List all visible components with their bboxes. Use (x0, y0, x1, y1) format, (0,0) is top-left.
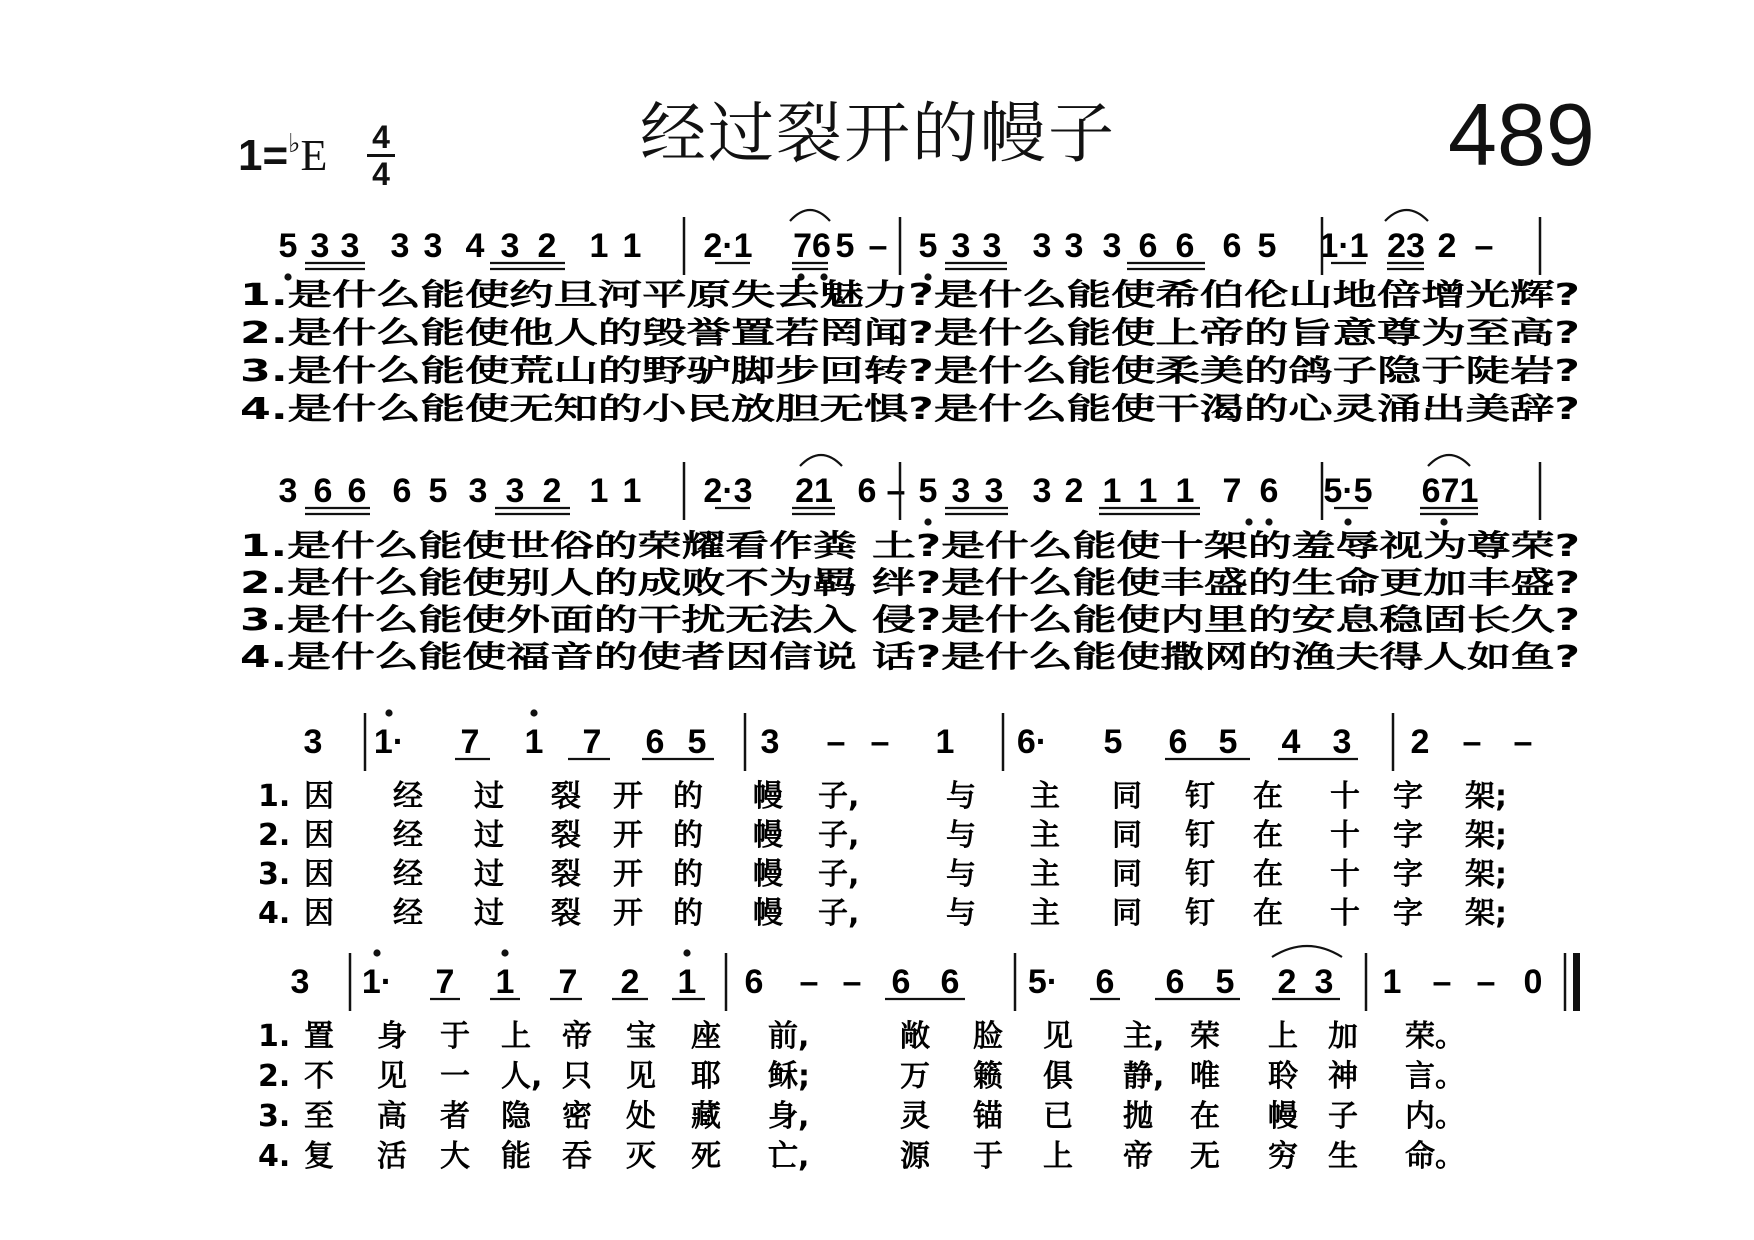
lyric-syllable: 3. (258, 857, 291, 892)
lyric-syllable: 开 (613, 818, 643, 853)
lyric-syllable: 于 (440, 1019, 470, 1054)
lyric-syllable: 者 (440, 1099, 470, 1134)
note: 3 (982, 227, 1002, 265)
lyric-syllable: 与 (946, 779, 976, 814)
note: 5 (278, 227, 298, 265)
note: 3 (310, 227, 330, 265)
note: 5 (1215, 963, 1235, 1001)
note: 6 (891, 963, 911, 1001)
lyric-syllable: 主 (1030, 818, 1060, 853)
lyric-syllable: 主 (1030, 779, 1060, 814)
lyric-syllable: 于 (973, 1139, 1003, 1174)
lyric-syllable: 高 (377, 1099, 407, 1134)
lyric-syllable: 荣 (1190, 1019, 1220, 1054)
lyric-syllable: 钉 (1185, 857, 1215, 892)
lyric-syllable: 子, (818, 896, 860, 931)
note: 3 (951, 472, 971, 510)
note: 6 (1165, 963, 1185, 1001)
note: 1· (361, 963, 393, 1001)
note: 4 (1281, 723, 1301, 761)
note: 2 (537, 227, 557, 265)
lyric-syllable: 的 (673, 818, 703, 853)
note: – (799, 963, 819, 1001)
lyric-syllable: 字 (1393, 779, 1423, 814)
lyric-syllable: 字 (1393, 896, 1423, 931)
note: 6 (347, 472, 367, 510)
lyric-syllable: 主 (1030, 896, 1060, 931)
note: – (886, 472, 906, 510)
lyric-line: 4.是什么能使无知的小民放胆无惧?是什么能使干渴的心灵涌出美辞? (240, 392, 1580, 427)
note: 7 (460, 723, 480, 761)
note: 5 (1257, 227, 1277, 265)
note: 76 (793, 227, 831, 265)
note: 5 (1218, 723, 1238, 761)
note: – (1476, 963, 1496, 1001)
lyric-syllable: 帝 (1123, 1139, 1153, 1174)
lyric-syllable: 见 (377, 1059, 407, 1094)
lyric-syllable: 主, (1123, 1019, 1165, 1054)
note: 21 (795, 472, 833, 510)
lyric-syllable: 十 (1330, 818, 1360, 853)
lyric-syllable: 锚 (973, 1099, 1003, 1134)
lyric-syllable: 的 (673, 857, 703, 892)
lyric-syllable: 同 (1112, 857, 1142, 892)
note: 1 (622, 472, 642, 510)
lyric-syllable: 处 (626, 1099, 656, 1134)
lyric-syllable: 见 (1043, 1019, 1073, 1054)
lyric-syllable: 裂 (551, 857, 581, 892)
lyric-syllable: 加 (1328, 1019, 1358, 1054)
hymn-title: 经过裂开的幔子 (640, 95, 1116, 172)
lyric-syllable: 子 (1328, 1099, 1358, 1134)
lyric-syllable: 上 (1043, 1139, 1073, 1174)
lyric-syllable: 的 (673, 779, 703, 814)
lyric-syllable: 4. (258, 1139, 291, 1174)
note: 3 (760, 723, 780, 761)
note: 23 (1387, 227, 1425, 265)
lyric-syllable: 经 (393, 779, 423, 814)
note: 3 (423, 227, 443, 265)
lyric-syllable: 灭 (626, 1139, 656, 1174)
lyric-line: 1.是什么能使世俗的荣耀看作粪 土?是什么能使十架的羞辱视为尊荣? (240, 529, 1580, 564)
lyric-line: 3.是什么能使荒山的野驴脚步回转?是什么能使柔美的鸽子隐于陡岩? (240, 354, 1580, 389)
lyric-syllable: 一 (440, 1059, 470, 1094)
lyric-syllable: 死 (691, 1139, 721, 1174)
lyric-syllable: 字 (1393, 857, 1423, 892)
octave-dot-below (1344, 518, 1351, 525)
note: 6 (645, 723, 665, 761)
note: 3 (1102, 227, 1122, 265)
note: 5·5 (1323, 472, 1373, 510)
lyric-syllable: 耶 (691, 1059, 721, 1094)
lyric-syllable: 密 (562, 1099, 592, 1134)
lyric-syllable: 俱 (1043, 1059, 1073, 1094)
lyric-syllable: 无 (1190, 1139, 1220, 1174)
lyric-syllable: 因 (304, 896, 334, 931)
lyric-syllable: 复 (304, 1139, 334, 1174)
lyric-syllable: 过 (474, 779, 504, 814)
note: – (1462, 723, 1482, 761)
lyric-syllable: 生 (1328, 1139, 1358, 1174)
lyric-syllable: 开 (613, 857, 643, 892)
lyric-syllable: 幔 (753, 896, 783, 931)
note: 2 (1437, 227, 1457, 265)
note: 3 (1064, 227, 1084, 265)
lyric-syllable: 身, (768, 1099, 810, 1134)
note: 1 (524, 723, 544, 761)
lyric-syllable: 置 (304, 1019, 334, 1054)
note: – (870, 723, 890, 761)
note: 1· (373, 723, 405, 761)
lyric-syllable: 字 (1393, 818, 1423, 853)
lyric-syllable: 1. (258, 779, 291, 814)
note: 3 (278, 472, 298, 510)
lyric-syllable: 裂 (551, 896, 581, 931)
lyric-syllable: 万 (900, 1059, 930, 1094)
note: 7 (558, 963, 578, 1001)
lyric-syllable: 在 (1253, 818, 1283, 853)
lyric-syllable: 言。 (1405, 1059, 1465, 1094)
note: 5 (918, 472, 938, 510)
lyric-syllable: 与 (946, 896, 976, 931)
key-prefix: 1= (238, 131, 289, 180)
lyric-syllable: 亡, (768, 1139, 810, 1174)
note: 5 (1103, 723, 1123, 761)
note: 6 (857, 472, 877, 510)
slur-arc (800, 455, 842, 466)
lyric-syllable: 抛 (1123, 1099, 1153, 1134)
octave-dot-below (1245, 518, 1252, 525)
note: 1 (677, 963, 697, 1001)
lyric-syllable: 过 (474, 896, 504, 931)
note: – (1474, 227, 1494, 265)
note: 1 (1102, 472, 1122, 510)
octave-dot-above (683, 949, 690, 956)
lyric-syllable: 不 (304, 1059, 334, 1094)
note: 6 (313, 472, 333, 510)
lyric-line: 2.是什么能使他人的毁誉置若罔闻?是什么能使上帝的旨意尊为至高? (240, 316, 1580, 351)
note: 5· (1027, 963, 1059, 1001)
lyric-syllable: 敞 (900, 1019, 930, 1054)
lyric-syllable: 荣。 (1405, 1019, 1465, 1054)
note: 3 (1314, 963, 1334, 1001)
lyric-syllable: 帝 (562, 1019, 592, 1054)
lyric-syllable: 架; (1465, 779, 1507, 814)
note: 6 (1138, 227, 1158, 265)
note: 5 (687, 723, 707, 761)
note: 3 (1032, 227, 1052, 265)
lyric-line: 1.是什么能使约旦河平原失去魅力?是什么能使希伯伦山地倍增光辉? (240, 278, 1580, 313)
note: 2 (1277, 963, 1297, 1001)
note: 1·1 (1319, 227, 1369, 265)
note: 6 (744, 963, 764, 1001)
note: 6 (940, 963, 960, 1001)
lyric-syllable: 座 (691, 1019, 721, 1054)
hymn-number: 489 (1448, 85, 1595, 184)
lyric-syllable: 穷 (1268, 1139, 1298, 1174)
note: 5 (428, 472, 448, 510)
lyric-syllable: 大 (440, 1139, 470, 1174)
note: 6 (392, 472, 412, 510)
lyric-syllable: 同 (1112, 818, 1142, 853)
octave-dot-above (373, 949, 380, 956)
lyric-syllable: 脸 (973, 1019, 1003, 1054)
lyric-syllable: 3. (258, 1099, 291, 1134)
lyric-syllable: 因 (304, 779, 334, 814)
lyric-syllable: 钉 (1185, 818, 1215, 853)
slur-arc (1385, 210, 1428, 221)
note: 3 (390, 227, 410, 265)
note: 3 (303, 723, 323, 761)
lyric-syllable: 钉 (1185, 779, 1215, 814)
lyric-syllable: 人, (501, 1059, 543, 1094)
note: 1 (1175, 472, 1195, 510)
lyric-syllable: 同 (1112, 896, 1142, 931)
lyric-syllable: 上 (1268, 1019, 1298, 1054)
lyric-syllable: 静, (1123, 1059, 1165, 1094)
note: 0 (1523, 963, 1543, 1001)
octave-dot-above (501, 949, 508, 956)
note: 1 (935, 723, 955, 761)
note: 671 (1421, 472, 1479, 510)
lyric-line: 3.是什么能使外面的干扰无法入 侵?是什么能使内里的安息稳固长久? (240, 603, 1580, 638)
lyric-syllable: 聆 (1268, 1059, 1298, 1094)
lyric-syllable: 2. (258, 1059, 291, 1094)
lyric-line: 4.是什么能使福音的使者因信说 话?是什么能使撒网的渔夫得人如鱼? (240, 640, 1580, 675)
lyric-syllable: 子, (818, 818, 860, 853)
lyric-syllable: 因 (304, 857, 334, 892)
time-signature-bottom: 4 (372, 156, 390, 192)
lyric-syllable: 裂 (551, 818, 581, 853)
note: 3 (505, 472, 525, 510)
note: 3 (340, 227, 360, 265)
note: – (868, 227, 888, 265)
lyric-syllable: 幔 (753, 818, 783, 853)
note: 2·3 (703, 472, 753, 510)
note: 3 (1032, 472, 1052, 510)
lyric-syllable: 1. (258, 1019, 291, 1054)
note: 2 (542, 472, 562, 510)
slur-arc (1272, 946, 1342, 957)
octave-dot-below (1440, 518, 1447, 525)
note: 6· (1016, 723, 1048, 761)
lyric-syllable: 隐 (501, 1099, 531, 1134)
lyric-syllable: 已 (1043, 1099, 1073, 1134)
note: 1 (622, 227, 642, 265)
lyric-syllable: 至 (304, 1099, 334, 1134)
lyric-syllable: 与 (946, 857, 976, 892)
lyric-syllable: 4. (258, 896, 291, 931)
note: 2 (620, 963, 640, 1001)
note: 6 (1175, 227, 1195, 265)
note: 3 (951, 227, 971, 265)
lyric-syllable: 源 (900, 1139, 930, 1174)
lyric-syllable: 子, (818, 779, 860, 814)
lyric-syllable: 过 (474, 818, 504, 853)
note: 6 (1222, 227, 1242, 265)
time-signature-top: 4 (372, 119, 390, 155)
lyric-syllable: 只 (562, 1059, 592, 1094)
lyric-syllable: 十 (1330, 779, 1360, 814)
note: 1 (495, 963, 515, 1001)
note: 2 (1064, 472, 1084, 510)
note: 2 (1410, 723, 1430, 761)
note: 1 (1138, 472, 1158, 510)
lyric-syllable: 架; (1465, 857, 1507, 892)
note: 1 (1382, 963, 1402, 1001)
lyric-syllable: 与 (946, 818, 976, 853)
note: 3 (984, 472, 1004, 510)
note: 6 (1259, 472, 1279, 510)
lyric-syllable: 裂 (551, 779, 581, 814)
lyric-syllable: 过 (474, 857, 504, 892)
lyric-syllable: 稣; (768, 1059, 810, 1094)
lyric-syllable: 吞 (562, 1139, 592, 1174)
lyric-syllable: 2. (258, 818, 291, 853)
lyric-syllable: 经 (393, 818, 423, 853)
lyric-syllable: 活 (377, 1139, 407, 1174)
lyric-syllable: 能 (501, 1139, 531, 1174)
lyric-syllable: 宝 (626, 1019, 656, 1054)
note: 5 (835, 227, 855, 265)
lyric-syllable: 藏 (691, 1099, 721, 1134)
note: 7 (582, 723, 602, 761)
note: 5 (918, 227, 938, 265)
lyric-syllable: 内。 (1405, 1099, 1465, 1134)
note: 7 (435, 963, 455, 1001)
note: 3 (1332, 723, 1352, 761)
note: 3 (500, 227, 520, 265)
lyric-syllable: 幔 (753, 779, 783, 814)
slur-arc (1428, 455, 1470, 466)
note: 3 (468, 472, 488, 510)
note: – (842, 963, 862, 1001)
lyric-syllable: 在 (1253, 857, 1283, 892)
octave-dot-below (924, 518, 931, 525)
lyric-syllable: 经 (393, 857, 423, 892)
lyric-syllable: 架; (1465, 896, 1507, 931)
note: 4 (465, 227, 485, 265)
lyric-syllable: 见 (626, 1059, 656, 1094)
flat-sign: ♭ (288, 128, 301, 158)
note: 1 (589, 472, 609, 510)
lyric-syllable: 籁 (973, 1059, 1003, 1094)
lyric-syllable: 在 (1253, 896, 1283, 931)
key-note: E (300, 131, 328, 180)
note: 3 (290, 963, 310, 1001)
lyric-syllable: 经 (393, 896, 423, 931)
lyric-syllable: 因 (304, 818, 334, 853)
lyric-syllable: 开 (613, 779, 643, 814)
lyric-syllable: 幔 (753, 857, 783, 892)
lyric-syllable: 子, (818, 857, 860, 892)
lyric-syllable: 前, (768, 1019, 810, 1054)
note: 1 (589, 227, 609, 265)
lyric-syllable: 身 (377, 1019, 407, 1054)
lyric-syllable: 的 (673, 896, 703, 931)
lyric-syllable: 十 (1330, 896, 1360, 931)
note: – (826, 723, 846, 761)
lyric-syllable: 开 (613, 896, 643, 931)
lyric-syllable: 神 (1328, 1059, 1358, 1094)
final-barline (1573, 953, 1580, 1011)
lyric-syllable: 在 (1190, 1099, 1220, 1134)
note: 7 (1222, 472, 1242, 510)
lyric-line: 2.是什么能使别人的成败不为羁 绊?是什么能使丰盛的生命更加丰盛? (240, 566, 1580, 601)
lyric-syllable: 命。 (1405, 1139, 1465, 1174)
note: 2·1 (703, 227, 753, 265)
note: 6 (1168, 723, 1188, 761)
lyric-syllable: 主 (1030, 857, 1060, 892)
lyric-syllable: 钉 (1185, 896, 1215, 931)
octave-dot-above (385, 709, 392, 716)
octave-dot-above (530, 709, 537, 716)
lyric-syllable: 在 (1253, 779, 1283, 814)
note: 6 (1095, 963, 1115, 1001)
slur-arc (790, 210, 830, 221)
lyric-syllable: 架; (1465, 818, 1507, 853)
lyric-syllable: 十 (1330, 857, 1360, 892)
note: – (1513, 723, 1533, 761)
lyric-syllable: 灵 (900, 1099, 930, 1134)
lyric-syllable: 唯 (1190, 1059, 1220, 1094)
lyric-syllable: 幔 (1268, 1099, 1298, 1134)
octave-dot-below (1265, 518, 1272, 525)
lyric-syllable: 上 (501, 1019, 531, 1054)
lyric-syllable: 同 (1112, 779, 1142, 814)
note: – (1432, 963, 1452, 1001)
